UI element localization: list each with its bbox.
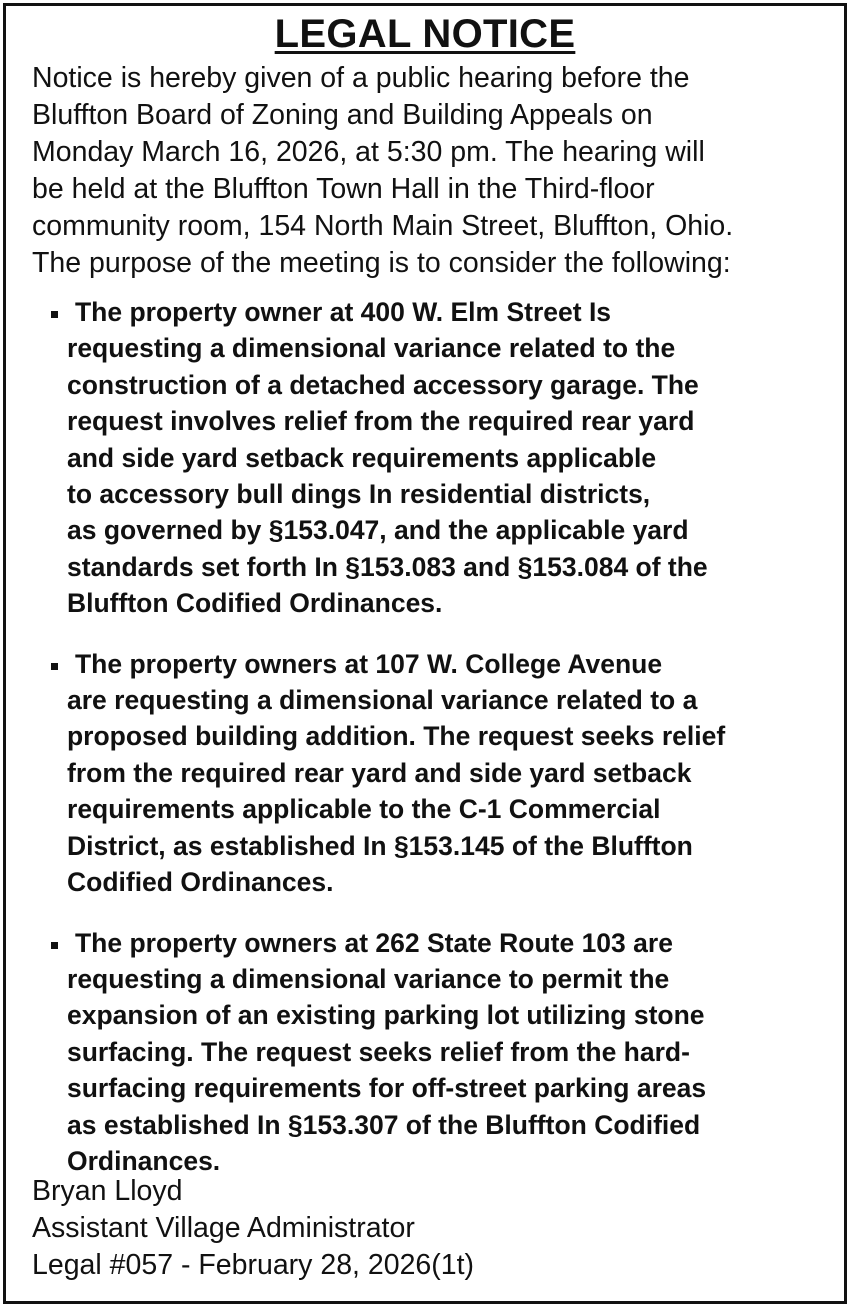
- legal-reference: Legal #057 - February 28, 2026(1t): [32, 1249, 475, 1281]
- agenda-line: requesting a dimensional variance to permit the: [67, 963, 670, 994]
- intro-paragraph: [32, 60, 832, 282]
- agenda-line: request involves relief from the required rear yard: [67, 406, 695, 437]
- intro-line: be held at the Bluffton Town Hall in the Third-floor: [32, 173, 655, 205]
- agenda-line: proposed building addition. The request seeks relief: [67, 721, 726, 752]
- agenda-line: surfacing. The request seeks relief from the hard-: [67, 1036, 690, 1067]
- agenda-line: Bluffton Codified Ordinances.: [67, 588, 443, 619]
- agenda-item-college-avenue: [32, 646, 832, 901]
- intro-line: Bluffton Board of Zoning and Building Appeals on: [32, 99, 653, 131]
- agenda-line: The property owner at 400 W. Elm Street Is: [75, 297, 612, 327]
- notice-title: [0, 10, 850, 58]
- agenda-line: surfacing requirements for off-street parking areas: [67, 1073, 707, 1104]
- agenda-item-state-route: [32, 925, 832, 1180]
- agenda-line: from the required rear yard and side yard setback: [67, 757, 692, 788]
- agenda-line: standards set forth In §153.083 and §153.084 of the: [67, 551, 708, 582]
- agenda-line: The property owners at 107 W. College Avenue: [75, 648, 663, 679]
- agenda-line: to accessory bull dings In residential districts,: [67, 479, 651, 510]
- agenda-line: Ordinances.: [67, 1145, 221, 1176]
- agenda-line: Codified Ordinances.: [67, 867, 334, 898]
- notice-title-text: LEGAL NOTICE: [274, 12, 576, 56]
- agenda-line: expansion of an existing parking lot utilizing stone: [67, 1000, 705, 1031]
- intro-line: Notice is hereby given of a public hearing before the: [32, 62, 690, 94]
- agenda-line: construction of a detached accessory garage. The: [67, 369, 699, 400]
- agenda-item-elm-street: [32, 294, 832, 622]
- agenda-line: and side yard setback requirements applicable: [67, 442, 657, 473]
- agenda-line: requesting a dimensional variance related to the: [67, 333, 676, 364]
- agenda-line: as established In §153.307 of the Bluffton Codified: [67, 1109, 701, 1140]
- agenda-line: The property owners at 262 State Route 103 are: [75, 927, 673, 958]
- signature-block: [32, 1173, 832, 1284]
- bullet-square-icon: [51, 311, 58, 318]
- agenda-line: are requesting a dimensional variance related to a: [67, 685, 698, 716]
- intro-line: community room, 154 North Main Street, Bluffton, Ohio.: [32, 210, 734, 242]
- bullet-square-icon: [51, 942, 58, 949]
- signer-position: Assistant Village Administrator: [32, 1212, 415, 1244]
- agenda-line: as governed by §153.047, and the applicable yard: [67, 515, 689, 546]
- signer-name: Bryan Lloyd: [32, 1175, 183, 1207]
- agenda-line: District, as established In §153.145 of the Bluffton: [67, 830, 693, 861]
- intro-line: Monday March 16, 2026, at 5:30 pm. The hearing will: [32, 136, 705, 168]
- intro-line: The purpose of the meeting is to consider the following:: [32, 247, 731, 279]
- bullet-square-icon: [51, 663, 58, 670]
- agenda-line: requirements applicable to the C-1 Commercial: [67, 794, 661, 825]
- agenda-list: [32, 294, 832, 1179]
